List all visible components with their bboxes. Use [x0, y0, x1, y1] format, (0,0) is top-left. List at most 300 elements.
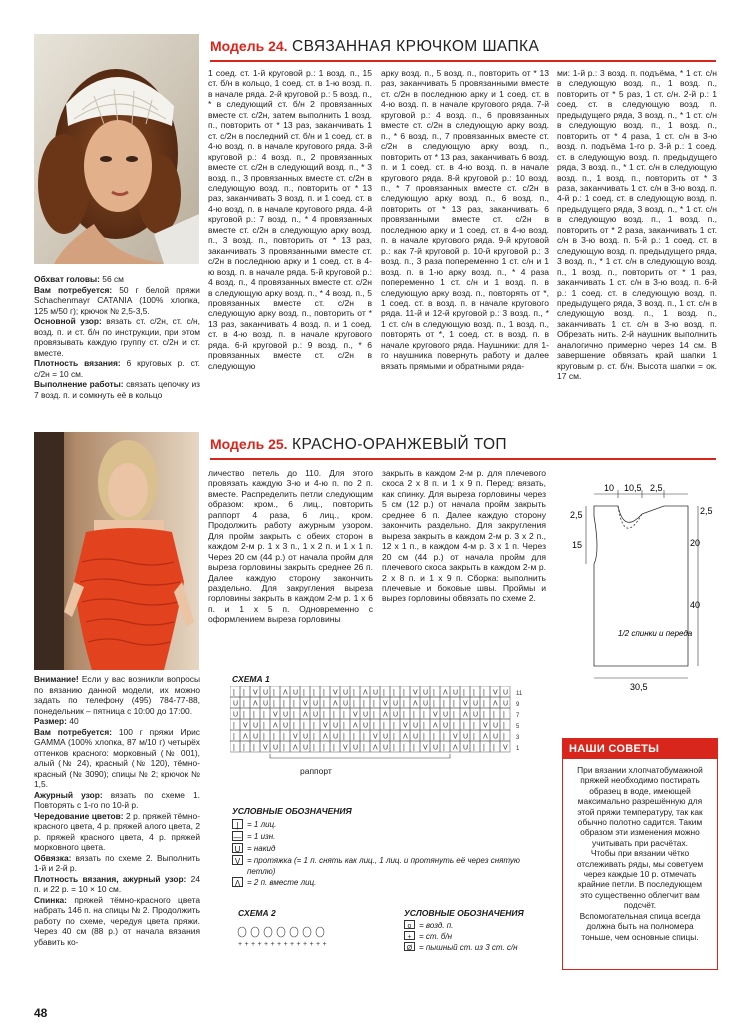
schema1-symbol: |: [253, 744, 255, 752]
schema1-symbol: V: [483, 722, 488, 730]
schema1-cell: [360, 730, 370, 741]
schema1-symbol: |: [303, 689, 305, 697]
model25-column-2: закрыть в каждом 2-м р. для плечевого скоса 2 х 8 п. и 1 х 9 п. Перед: вязать, как спинку. Для выреза горловины через 5 см (12 р.) от начала пройм закрыть среднее 6 п. Далее каждую сторону закончить раздельно. Для закругления выреза закрыть в каждом 2-м р. 3 х 2 п., 12 х 1 п., в каждом 4-м р. 3 х 1 п. Через 20 см (44 р.) от начала пройм для плечевого скоса закрыть в каждом 2-м р. 2 х 8 п. и 1 х 9 п. Сборка: выполнить плечевые и боковые швы. Проймы и вырез горловины обвязать по схеме 2.: [382, 468, 546, 604]
schema2-stitch: +: [290, 941, 295, 948]
schema1-symbol: U: [383, 733, 389, 741]
schema1-symbol: |: [283, 700, 285, 708]
schema1-symbol: |: [283, 744, 285, 752]
schema1-symbol: U: [423, 700, 429, 708]
schema1-symbol: U: [393, 711, 399, 719]
schema2-puff: [303, 927, 311, 937]
schema1-symbol: |: [493, 744, 495, 752]
schema1-symbol: |: [433, 700, 435, 708]
schema1-symbol: |: [463, 722, 465, 730]
svg-text:5: 5: [516, 724, 520, 730]
model24-number: Модель 24.: [210, 38, 288, 54]
schema1-symbol: U: [233, 700, 239, 708]
schema2-stitch: +: [316, 941, 321, 948]
schema1-symbol: Λ: [383, 711, 388, 719]
schema1-symbol: |: [453, 700, 455, 708]
schema1-cell: [280, 697, 290, 708]
schema1-symbol: U: [313, 711, 319, 719]
schema1-symbol: U: [413, 733, 419, 741]
dim-right-3: 40: [690, 600, 701, 610]
schema1-cell: [350, 697, 360, 708]
dim-right-1: 2,5: [700, 506, 713, 516]
schema1-symbol: |: [473, 689, 475, 697]
schema1-symbol: |: [333, 744, 335, 752]
schema1-symbol: |: [323, 711, 325, 719]
legend1-title: УСЛОВНЫЕ ОБОЗНАЧЕНИЯ: [232, 806, 352, 816]
schema1-cell: [470, 719, 480, 730]
schema2-puff: [264, 927, 272, 937]
svg-text:7: 7: [516, 713, 520, 719]
schema1-symbol: Λ: [453, 744, 458, 752]
legend2-item: o = возд. п.: [404, 920, 544, 931]
spec-execution: Выполнение работы: связать цепочку из 7 возд. п. и сомкнуть её в кольцо: [34, 379, 200, 400]
model24-column-2: арку возд. п., 5 возд. п., повторить от * 13 раз, заканчивать 5 провязанными вместе ст. с/2н в последнюю арку и 1 соед. ст. в 4-ю возд. п. в начале кругового ряда. 7-й круговой р.: 4 возд. п., 6 провязанных вместе ст. с/2н в следующую арку возд. п., * 6 возд. п., 7 провязанных вместе ст. с/2н в следующую арку возд. п., повторить от * 13 раз, заканчивать 6 возд. п. и 1 соед. ст. в 4-ю возд. п. в начале кругового ряда. 8-й круговой р.: 10 возд. п., * 7 провязанных вместе ст. с/2н в следующую арку возд. п., 6 возд. п., повторить от * 13 раз, заканчивать 6 провязанными вместе ст. с/2н в последнюю арку и 1 соед. ст. в 4-ю возд. п. в начале кругового ряда. 9-й круговой р.: как 7-й круговой р. 10-й круговой р.: 3 возд. п., 3 раза попеременно 1 ст. с/н и 1 возд. п. в 1-ю арку возд. п., * 4 раза попеременно 1 ст. с/н и 1 возд. п. в следующую арку возд. п., повторять от *, 1 соед. ст. в возд. п. в начале кругового ряда. 11-й и 12-й круговой р.: 3 возд. п., * 1 ст. с/н в следующую возд. п., 1 возд. п., повторять от *, 1 соед. ст. в возд. п. в начале кругового ряда. Наушники: для 1-го наушника повернуть работу и далее вязать прямыми и обратными рядa-: [381, 68, 549, 371]
spec-colors: Чередование цветов: 2 р. пряжей тёмно-красного цвета, 4 р. пряжей алого цвета, 2 р. пряжей красного цвета, 4 р. пряжей морковного цвета.: [34, 810, 200, 852]
schema1-symbol: |: [393, 733, 395, 741]
schema2-stitch: +: [251, 941, 256, 948]
schema1-symbol: |: [263, 722, 265, 730]
schema2-puff: [316, 927, 324, 937]
schema1-symbol: |: [463, 689, 465, 697]
schema1-cell: [480, 741, 490, 752]
model25-column-1: личество петель до 110. Для этого провязать каждую 3-ю и 4-ю п. по 2 п. вместе. Распределить петли следующим образом: кром., 6 лиц., повторить раппорт 4 раза, 6 лиц., кром. Продолжить работу ажурным узором. Для пройм закрыть с обеих сторон в каждом 2-м р. 1 х 3 п., 1 х 2 п. и 1 х 1 п. Через 20 см (44 р.) от начала пройм для выреза горловины закрыть среднее 26 п. Далее каждую сторону закончить раздельно. Для закругления выреза горловины закрыть в каждом 2-м р. 1 х 6 п. и 1 х 5 п. Одновременно с оформлением выреза горловины: [208, 468, 373, 625]
schema1-symbol: U: [423, 689, 429, 697]
schema1-symbol: |: [313, 733, 315, 741]
schema1-symbol: |: [263, 733, 265, 741]
legend1: [232, 806, 532, 889]
schema1-cell: [270, 697, 280, 708]
schema1-symbol: U: [283, 722, 289, 730]
schema1-symbol: |: [423, 722, 425, 730]
schema1-cell: [500, 719, 510, 730]
schema1-symbol: V: [343, 744, 348, 752]
schema1-cell: [360, 697, 370, 708]
schema1-symbol: |: [293, 700, 295, 708]
legend2: [404, 908, 544, 953]
schema1-symbol: U: [473, 711, 479, 719]
schema1-cell: [390, 686, 400, 697]
schema1-symbol: |: [323, 744, 325, 752]
schema1-symbol: |: [503, 733, 505, 741]
schema1-symbol: |: [423, 711, 425, 719]
schema1-symbol: U: [473, 700, 479, 708]
schema1-symbol: Λ: [333, 700, 338, 708]
spec-lace: Ажурный узор: вязать по схеме 1. Повторять с 1-го по 10-й р.: [34, 789, 200, 810]
dim-left-1: 2,5: [570, 510, 583, 520]
schema1-symbol: U: [293, 689, 299, 697]
schema1-symbol: Λ: [363, 689, 368, 697]
schema1-symbol: U: [373, 689, 379, 697]
schema1-cell: [410, 741, 420, 752]
schema1-cell: [390, 741, 400, 752]
schema1-symbol: V: [503, 744, 508, 752]
schema2-puff: [290, 927, 298, 937]
schema1-cell: [240, 741, 250, 752]
schema1-symbol: |: [243, 711, 245, 719]
schema1-cell: [430, 730, 440, 741]
schema1-cell: [370, 708, 380, 719]
schema1-symbol: Λ: [293, 744, 298, 752]
legend1-item: Λ = 2 п. вместе лиц.: [232, 877, 532, 889]
spec-back: Спинка: пряжей тёмно-красного цвета набрать 146 п. на спицы № 2. Продолжить работу по схеме, чередуя цвета пряжи. Через 40 см (88 р.) от начала вязания убавить ко-: [34, 894, 200, 947]
schema1-cell: [410, 708, 420, 719]
schema1-symbol: |: [273, 733, 275, 741]
schema1-symbol: |: [473, 722, 475, 730]
schema1-row-numbers: [516, 691, 523, 752]
schema1-symbol: Λ: [243, 733, 248, 741]
schema1-symbol: |: [453, 711, 455, 719]
schema1-symbol: |: [403, 711, 405, 719]
advice-box: [562, 738, 718, 970]
schema1-symbol: U: [313, 700, 319, 708]
page-number: 48: [34, 1006, 48, 1020]
schema1-symbol: |: [293, 711, 295, 719]
schema1-cell: [240, 697, 250, 708]
schema1-cell: [450, 719, 460, 730]
schema2-stitch: +: [322, 941, 327, 948]
top-photo: [34, 432, 199, 670]
schema1-symbol: V: [293, 733, 298, 741]
schema1-symbol: Λ: [493, 700, 498, 708]
schema1-cell: [400, 708, 410, 719]
schema1-symbol: U: [463, 733, 469, 741]
schema1-title: СХЕМА 1: [232, 674, 270, 684]
schema1-symbol: |: [343, 733, 345, 741]
model24-name: СВЯЗАННАЯ КРЮЧКОМ ШАПКА: [292, 38, 540, 55]
schema1-cell: [320, 686, 330, 697]
schema1-cell: [480, 708, 490, 719]
schema1-cell: [400, 741, 410, 752]
schema1-symbol: Λ: [253, 700, 258, 708]
schema1-cell: [420, 708, 430, 719]
schema1-symbol: U: [433, 744, 439, 752]
schema1-cell: [230, 741, 240, 752]
schema1-symbol: |: [233, 722, 235, 730]
schema1-symbol: U: [503, 700, 509, 708]
schema1-symbol: V: [273, 711, 278, 719]
schema1-symbol: V: [403, 722, 408, 730]
schema1-symbol: |: [353, 700, 355, 708]
schema1-cell: [240, 708, 250, 719]
schema1-symbol: Λ: [273, 722, 278, 730]
schema1-symbol: |: [273, 689, 275, 697]
schema1-symbol: V: [303, 700, 308, 708]
schema1-symbol: V: [243, 722, 248, 730]
schema1-cell: [290, 697, 300, 708]
schema1-symbol: |: [263, 711, 265, 719]
schema1-symbol: |: [393, 722, 395, 730]
hat-photo: [34, 34, 199, 264]
schema1-cell: [470, 730, 480, 741]
schema1-symbol: U: [263, 700, 269, 708]
schema1-symbol: Λ: [463, 711, 468, 719]
schema1-cell: [310, 719, 320, 730]
schema1-cell: [420, 730, 430, 741]
dim-top-1: 10: [604, 484, 615, 493]
schema2-puff: [238, 927, 246, 937]
schema1-cell: [450, 697, 460, 708]
schema1-cell: [300, 719, 310, 730]
schema1-symbol: V: [423, 744, 428, 752]
schema1-cell: [260, 708, 270, 719]
schema1-cell: [260, 730, 270, 741]
schema1-symbol: U: [333, 733, 339, 741]
schema1-cell: [230, 730, 240, 741]
schema2-stitch: +: [238, 941, 243, 948]
model25-specs: [34, 674, 200, 1004]
dimension-lines: [586, 490, 701, 678]
schema1-cell: [320, 697, 330, 708]
schema1-symbol: |: [453, 722, 455, 730]
schema1-symbol: U: [273, 744, 279, 752]
schema1-cell: [230, 719, 240, 730]
schema2-title: СХЕМА 2: [238, 908, 276, 918]
schema1-symbol: |: [443, 733, 445, 741]
schema2-diagram: [236, 924, 336, 950]
schema1-symbol: |: [383, 722, 385, 730]
spec-attention: Внимание! Если у вас возникли вопросы по вязанию данной модели, их можно задать по телефону (495) 784-77-88, понедельник – пятница с 10:00 до 17:00.: [34, 674, 200, 716]
schema1-symbol: U: [283, 711, 289, 719]
schema1-symbol: U: [493, 733, 499, 741]
dim-top-2: 10,5: [624, 484, 642, 493]
schema1-symbol: |: [333, 711, 335, 719]
schema1-symbol: |: [393, 689, 395, 697]
schema1-symbol: |: [363, 700, 365, 708]
schema1-symbol: U: [233, 711, 239, 719]
schema1-symbol: |: [473, 733, 475, 741]
dim-top-3: 2,5: [650, 484, 663, 493]
schema1-cells: [230, 686, 510, 758]
schema1-symbol: |: [253, 711, 255, 719]
schema1-cell: [240, 686, 250, 697]
schema1-symbol: V: [493, 689, 498, 697]
advice-paragraph: Вспомогательная спица всегда должна быть на полномера тоньше, чем основные спицы.: [579, 910, 701, 942]
legend2-item: + = ст. б/н: [404, 931, 544, 942]
schema1-symbol: |: [313, 744, 315, 752]
schema1-cell: [390, 730, 400, 741]
schema1-symbol: |: [373, 700, 375, 708]
schema2-stitch: +: [296, 941, 301, 948]
top-photo-illustration: [34, 432, 199, 670]
schema1-cell: [290, 708, 300, 719]
schema1-symbol: |: [493, 711, 495, 719]
schema1-cell: [350, 686, 360, 697]
schema1-cell: [440, 697, 450, 708]
schema1-symbol: U: [253, 733, 259, 741]
legend2-title: УСЛОВНЫЕ ОБОЗНАЧЕНИЯ: [404, 908, 524, 918]
schema1-symbol: |: [403, 744, 405, 752]
model25-rule: [210, 458, 716, 460]
schema1-symbol: |: [243, 689, 245, 697]
svg-text:1: 1: [516, 746, 520, 752]
schema1-cell: [390, 719, 400, 730]
model24-rule: [210, 60, 716, 62]
schema1-symbol: V: [413, 689, 418, 697]
svg-text:11: 11: [516, 691, 523, 697]
schema1-cell: [340, 730, 350, 741]
model24-title: [210, 38, 539, 56]
schema1-symbol: U: [253, 722, 259, 730]
schema1-symbol: U: [503, 689, 509, 697]
schema1-cell: [310, 730, 320, 741]
schema1-symbol: U: [333, 722, 339, 730]
schema1-cell: [260, 719, 270, 730]
schema1-symbol: U: [303, 744, 309, 752]
schema1-symbol: |: [313, 722, 315, 730]
schema1-cell: [340, 719, 350, 730]
schema2-puff: [251, 927, 259, 937]
schema1-symbol: Λ: [433, 722, 438, 730]
legend1-item: V = протяжка (= 1 п. снять как лиц., 1 лиц. и протянуть её через снятую петлю): [232, 855, 532, 877]
legend1-item: U = накид: [232, 843, 532, 855]
schema1-cell: [420, 719, 430, 730]
schema1-cell: [440, 730, 450, 741]
schema1-symbol: |: [363, 733, 365, 741]
schema1-symbol: U: [463, 744, 469, 752]
schema1-symbol: |: [283, 733, 285, 741]
schema1-cell: [440, 741, 450, 752]
schema1-symbol: |: [423, 733, 425, 741]
schema1-symbol: |: [293, 722, 295, 730]
schema1-symbol: U: [383, 744, 389, 752]
legend1-item: — = 1 изн.: [233, 832, 276, 842]
schema1-symbol: U: [443, 722, 449, 730]
schema1-symbol: V: [323, 722, 328, 730]
advice-body: [563, 759, 717, 948]
schema1-cell: [280, 741, 290, 752]
schema1-symbol: V: [433, 711, 438, 719]
schema1-symbol: Λ: [373, 744, 378, 752]
schema1-symbol: V: [253, 689, 258, 697]
schema1-cell: [310, 686, 320, 697]
schema1-symbol: |: [343, 711, 345, 719]
pattern-caption: 1/2 спинки и переда: [618, 629, 693, 638]
schema1-symbol: U: [263, 689, 269, 697]
spec-size: Размер: 40: [34, 716, 79, 726]
schema1-symbol: Λ: [353, 722, 358, 730]
schema1-symbol: |: [363, 744, 365, 752]
schema1-cell: [370, 719, 380, 730]
schema1-symbol: U: [343, 689, 349, 697]
schema1-cell: [300, 686, 310, 697]
schema1-symbol: |: [383, 689, 385, 697]
advice-paragraph: При вязании хлопчатобумажной пряжей необходимо постирать образец в воде, имеющей максимально разрешённую для этой пряжи температуру, так как обычно полотно садится. Таким образом эти изменения можно учитывать при расчётах.: [577, 765, 703, 848]
schema2-stitch: +: [264, 941, 269, 948]
schema2-stitch: +: [303, 941, 308, 948]
schema1-cell: [290, 719, 300, 730]
spec-materials-25: Вам потребуется: 100 г пряжи Ирис GAMMA (100% хлопка, 87 м/10 г) четырёх оттенков красного: морковный (№ 001), алый (№ 24), красный (№ 120), тёмно-красный (№ 3090); спицы № 2; крючок № 1,5.: [34, 726, 200, 789]
schema1-symbol: U: [443, 711, 449, 719]
schema1-symbol: V: [453, 733, 458, 741]
schema1-symbol: U: [343, 700, 349, 708]
schema1-cell: [490, 708, 500, 719]
spec-gauge-25: Плотность вязания, ажурный узор: 24 п. и 22 р. = 10 × 10 см.: [34, 873, 200, 894]
schema1-symbol: U: [363, 722, 369, 730]
legend2-item: Ø = пышный ст. из 3 ст. с/н: [404, 942, 544, 953]
schema1-symbol: |: [353, 689, 355, 697]
schema1-cell: [270, 686, 280, 697]
schema1-symbol: V: [333, 689, 338, 697]
schema1-symbol: U: [363, 711, 369, 719]
hat-photo-illustration: [34, 34, 199, 264]
schema1-cell: [320, 741, 330, 752]
schema1-symbol: |: [443, 700, 445, 708]
schema1-cell: [500, 730, 510, 741]
model25-title: [210, 436, 507, 454]
schema1-cell: [320, 708, 330, 719]
schema1-symbol: |: [233, 744, 235, 752]
schema1-grid: [230, 686, 530, 760]
schema1-rapport: раппорт: [300, 766, 332, 776]
schema2-stitch: +: [283, 941, 288, 948]
schema1-symbol: V: [373, 733, 378, 741]
schema2-stitch: +: [277, 941, 282, 948]
schema1-cell: [450, 708, 460, 719]
schema2-stitch: +: [257, 941, 262, 948]
schema1-symbol: |: [403, 689, 405, 697]
schema1-cell: [340, 708, 350, 719]
spec-pattern: Основной узор: вязать ст. с/2н, ст. с/н, возд. п. и ст. б/н по инструкции, при этом провязывать каждую группу ст. с/2н и ст. вместе.: [34, 316, 200, 358]
schema1-cell: [370, 697, 380, 708]
schema1-cell: [250, 708, 260, 719]
schema1-symbol: |: [323, 700, 325, 708]
schema1-symbol: |: [243, 744, 245, 752]
dim-bottom: 30,5: [630, 682, 648, 692]
legend1-item: | = 1 лиц.: [232, 819, 532, 831]
schema1-symbol: U: [453, 689, 459, 697]
model25-number: Модель 25.: [210, 436, 288, 452]
schema1-symbol: |: [393, 744, 395, 752]
schema1-symbol: |: [433, 689, 435, 697]
schema2-stitch: +: [309, 941, 314, 948]
garment-pattern-diagram: [556, 484, 716, 694]
schema1-symbol: Λ: [483, 733, 488, 741]
schema1-symbol: |: [483, 711, 485, 719]
pattern-outline: [594, 506, 688, 666]
schema1-cell: [490, 741, 500, 752]
schema1-symbol: |: [443, 744, 445, 752]
schema1-symbol: |: [373, 711, 375, 719]
advice-title: НАШИ СОВЕТЫ: [563, 739, 717, 759]
model24-column-1: 1 соед. ст. 1-й круговой р.: 1 возд. п., 15 ст. б/н в кольцо, 1 соед. ст. в 1-ю возд. п. в начале ряда. 2-й круговой р.: 5 возд. п., * в следующий ст. б/н 2 провязанных вместе ст. с/2н, затем выполнить 1 возд. п., повторить от * 13 раз, заканчивать 1 ст. с/2н в последний ст. б/н и 1 соед. ст. в 4-ю возд. п. в начале кругового ряда. 3-й круговой р.: 4 возд. п., 2 провязанных вместе ст. с/2н в следующий возд. п., * 3 возд. п., 3 провязанных вместе ст. с/2н в следующую возд. п., повторить от * 13 раз, заканчивать 3 возд. п. и 1 соед. ст. в 4-ю возд. п. в начале кругового ряда. 4-й круговой р.: 7 возд. п., * 4 провязанных вместе ст. с/2н в следующую арку возд. п., 3 возд. п., повторить от * 13 раз, заканчивать 3 провязанными вместе ст. с/2н в последнюю арку и 1 соед. ст. в 4-ю возд. п. в начале ряда. 5-й круговой р.: 4 возд. п., 4 провязанных вместе ст. с/2н в следующую арку возд. п., * 4 возд. п., 5 провязанных вместе ст. с/2н в следующую арку возд. п., повторить от * 13 раз, заканчивать 4 возд. п. и 1 соед. ст. в 4-ю возд. п. в начале кругового ряда. 6-й круговой р.: 9 возд. п., * 6 провязанных вместе ст. с/2н в следующую: [208, 68, 372, 371]
model25-name: КРАСНО-ОРАНЖЕВЫЙ ТОП: [292, 436, 507, 453]
schema1-cell: [480, 686, 490, 697]
schema1-symbol: |: [433, 733, 435, 741]
svg-text:3: 3: [516, 735, 520, 741]
schema1-cell: [250, 741, 260, 752]
schema1-symbol: |: [403, 700, 405, 708]
schema2-stitch: +: [270, 941, 275, 948]
schema1-cell: [380, 686, 390, 697]
schema1-symbol: |: [343, 722, 345, 730]
schema1-symbol: |: [503, 722, 505, 730]
schema1-cell: [460, 686, 470, 697]
schema1-symbol: U: [353, 744, 359, 752]
model24-specs: [34, 274, 200, 400]
schema1-symbol: V: [383, 700, 388, 708]
schema1-cell: [400, 697, 410, 708]
rapport-bracket: [270, 754, 450, 758]
advice-paragraph: Чтобы при вязании чётко отслеживать ряды, мы советуем через каждые 10 р. отмечать крайние петли. В последующем это существенно облегчит вам подсчёт.: [576, 848, 704, 911]
schema1-symbol: Λ: [443, 689, 448, 697]
schema1-cell: [430, 697, 440, 708]
schema1-symbol: |: [483, 689, 485, 697]
spec-gauge: Плотность вязания: 6 круговых р. ст. с/2н = 10 см.: [34, 358, 200, 379]
